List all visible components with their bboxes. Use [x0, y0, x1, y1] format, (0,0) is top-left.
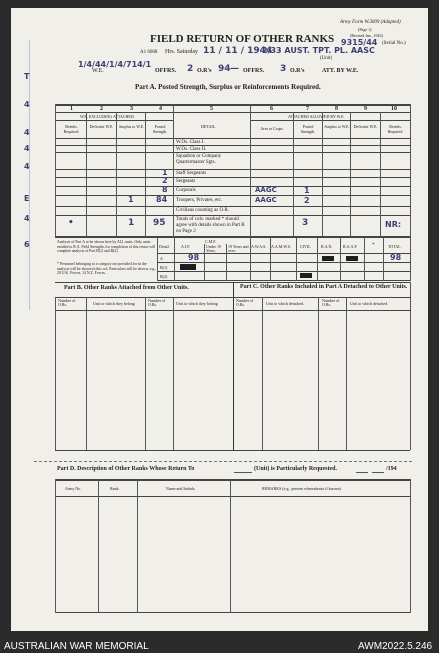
hdr-r-surplus: Surplus to W.E. [324, 124, 350, 129]
number-print: A1 6608 [140, 50, 158, 55]
b-col-unit-1: Unit to which they belong [93, 301, 135, 306]
an-hdr-awas: A.W.A.S. [251, 244, 267, 249]
posted-hw-8: 95 [153, 218, 166, 228]
c-col-number-2: Number of O.Rs. [322, 298, 340, 307]
posted-hw-6: 84 [156, 195, 168, 204]
margin-hw-6: 4 [24, 214, 30, 223]
margin-hw-3: 4 [24, 144, 30, 153]
col-num-2: 2 [100, 106, 103, 112]
form-ref: Army Form W.3009 (Adapted) [340, 20, 401, 25]
att-label: ATT. BY W.E. [322, 68, 359, 74]
c-col-number-1: Number of O.Rs. [236, 298, 254, 307]
detail-row-5: Corporals [176, 188, 196, 193]
part-d-date-tail: /194 [386, 466, 397, 472]
margin-hw-2: 4 [24, 128, 30, 137]
an-hdr-detail: Detail [159, 244, 169, 249]
offrs-hw-1: 2 [187, 64, 194, 74]
hrs-label: Hrs. Saturday [165, 49, 198, 55]
detail-header: DETAIL. [201, 124, 217, 129]
b-col-unit-2: Unit to which they belong [176, 301, 218, 306]
rposted-hw-8: 3 [302, 218, 309, 228]
margin-hw-1: 4 [24, 100, 30, 109]
hdr-surplus: Surplus to W.E. [118, 124, 145, 129]
hdr-reinfts: Reinfts. Required. [63, 124, 80, 134]
page-label: (Page 1) [358, 27, 372, 32]
ors-label-1: O.R's [197, 68, 212, 74]
unit-label: (Unit) [320, 56, 333, 61]
detail-row-2: Squadron or Company Quartermaster Sgts. [176, 154, 222, 165]
detail-row-8: Totals of cols. marked * should agree with details shown in Part B on Page 2 [176, 217, 245, 234]
an-row-a: A [160, 256, 163, 261]
form-sheet [11, 8, 428, 631]
we-label: W.E. [92, 68, 104, 74]
d-col-name: Name and Initials. [166, 486, 196, 491]
an-hdr-star: * [372, 243, 375, 248]
an-hdr-civil: CIVIL [300, 244, 311, 249]
an-hdr-aif: A.I.F. [181, 244, 191, 249]
an-hdr-19over: 19 Years and over. [228, 244, 249, 253]
rposted-hw-5: 1 [304, 186, 310, 195]
arm-hw-6: AAGC [255, 196, 277, 204]
analysis-note-2: * Personnel belonging to a category not provided for in the analysis will be shown in this col. Particulars will be shown, e.g., 29 U.K. Forces, 14 N.Z. Forces. [57, 262, 157, 276]
an-hdr-raaf: R.A.A.F. [343, 244, 358, 249]
surplus-hw: 1 [128, 195, 134, 204]
offrs-hw-2: — [230, 64, 239, 74]
detail-row-1: W.Os. Class II. [176, 147, 207, 152]
ors-label-2: O.R's [290, 68, 305, 74]
detail-row-0: W.Os. Class I. [176, 140, 205, 145]
part-c-title: Part C. Other Ranks Included in Part A Detached to Other Units. [240, 284, 408, 290]
redaction-block [300, 273, 312, 278]
hdr-r-deficient: Deficient W.E. [353, 124, 378, 129]
col-num-5: 5 [210, 106, 213, 112]
nr-hw: NR: [385, 220, 402, 229]
redaction-block [346, 256, 358, 261]
rposted-hw-6: 2 [304, 196, 310, 205]
page-title: FIELD RETURN OF OTHER RANKS [150, 33, 335, 45]
col-num-6: 6 [270, 106, 273, 112]
hdr-arm: Arm or Corps. [260, 126, 284, 131]
c-col-unit-1: Unit to which detached. [266, 301, 305, 306]
d-col-army-no: Army No. [65, 486, 82, 491]
part-d-title: Part D. Description of Other Ranks Whose Return To [57, 466, 195, 472]
margin-hw-5: E [24, 194, 30, 203]
col-num-9: 9 [364, 106, 367, 112]
an-hdr-aamws: A.A.M.W.S. [271, 244, 291, 249]
detail-row-3: Staff Sergeants [176, 171, 207, 176]
margin-hw-7: 6 [24, 240, 30, 249]
redaction-block [180, 264, 196, 270]
we-handwritten: 1/4/44/1/4/714/1 [78, 60, 152, 69]
an-hdr-under19: Under 19 Years. [206, 244, 221, 253]
hdr-r-reinfts: Reinfts. Required. [387, 124, 404, 134]
posted-hw-3: 1 [162, 168, 168, 177]
b-col-number-2: Number of O.Rs. [148, 298, 166, 307]
an-total-hw: 98 [390, 253, 402, 262]
offrs-label-2: OFFRS. [243, 68, 265, 74]
hdr-deficient: Deficient W.E. [89, 124, 114, 129]
margin-hw-4: 4 [24, 162, 30, 171]
arm-hw-5: AAGC [255, 186, 277, 194]
detail-row-6: Troopers, Privates, etc. [176, 198, 223, 203]
detail-row-7: Civilians counting as O.R. [176, 208, 229, 213]
margin-hw-0: T [24, 72, 30, 81]
we-excl-header: W.E. EXCLUDING ATTACHED. [80, 114, 135, 119]
col-num-10: 10 [391, 106, 397, 112]
serial-label: (Serial No.) [382, 41, 406, 46]
col-num-7: 7 [306, 106, 309, 112]
posted-hw-4: 2 [162, 176, 168, 185]
unit-handwritten: 2/33 AUST. TPT. PL. AASC [262, 46, 375, 55]
col-num-3: 3 [130, 106, 133, 112]
serial-handwritten: 9315/44 [341, 38, 378, 47]
reinf-dot: • [68, 218, 74, 228]
an-hdr-ran: R.A.N. [321, 244, 333, 249]
col-num-1: 1 [70, 106, 73, 112]
part-d-title-tail: (Unit) is Particularly Requested. [254, 466, 337, 472]
detail-row-4: Sergeants [176, 179, 196, 184]
ors-hw-2: 3 [280, 64, 287, 74]
col-num-4: 4 [159, 106, 162, 112]
date-handwritten: 11 / 11 / 1944 [203, 46, 273, 56]
c-col-unit-2: Unit to which detached. [350, 301, 389, 306]
footer-credit: AUSTRALIAN WAR MEMORIAL [4, 641, 149, 652]
footer-accession: AWM2022.5.246 [358, 641, 433, 652]
an-hdr-total: TOTAL [388, 244, 401, 249]
att-header: ATTACHED ALLOWED BY W.E. [288, 114, 345, 119]
analysis-note: Analysis of Part A to be shown here by ALL units. Only units entitled to R.A. Field Strengths for completion of this return will complete analysis of Part B(1) and B(2). [57, 240, 156, 254]
part-a-title: Part A. Posted Strength, Surplus or Reinforcements Required. [135, 83, 321, 91]
part-b-title: Part B. Other Ranks Attached from Other Units. [64, 285, 189, 291]
an-aif-hw: 98 [188, 253, 200, 262]
b-col-number-1: Number of O.Rs. [58, 298, 76, 307]
an-row-b1: B(1) [160, 265, 168, 270]
an-row-b2: B(2) [160, 274, 168, 279]
revised-label: (Revised Jan., 1943) [350, 33, 383, 38]
col-num-8: 8 [335, 106, 338, 112]
hdr-posted: Posted Strength. [152, 124, 168, 134]
offrs-label-1: OFFRS. [155, 68, 177, 74]
surplus-total-hw: 1 [128, 218, 135, 228]
hdr-r-posted: Posted Strength. [300, 124, 316, 134]
cmf-label: C.M.F. [205, 239, 217, 244]
ors-hw-1: 94 [218, 64, 231, 74]
redaction-block [322, 256, 334, 261]
d-col-rank: Rank. [110, 486, 120, 491]
d-col-remarks: REMARKS (e.g., present whereabouts if known). [262, 486, 342, 491]
posted-hw-5: 8 [162, 185, 168, 194]
